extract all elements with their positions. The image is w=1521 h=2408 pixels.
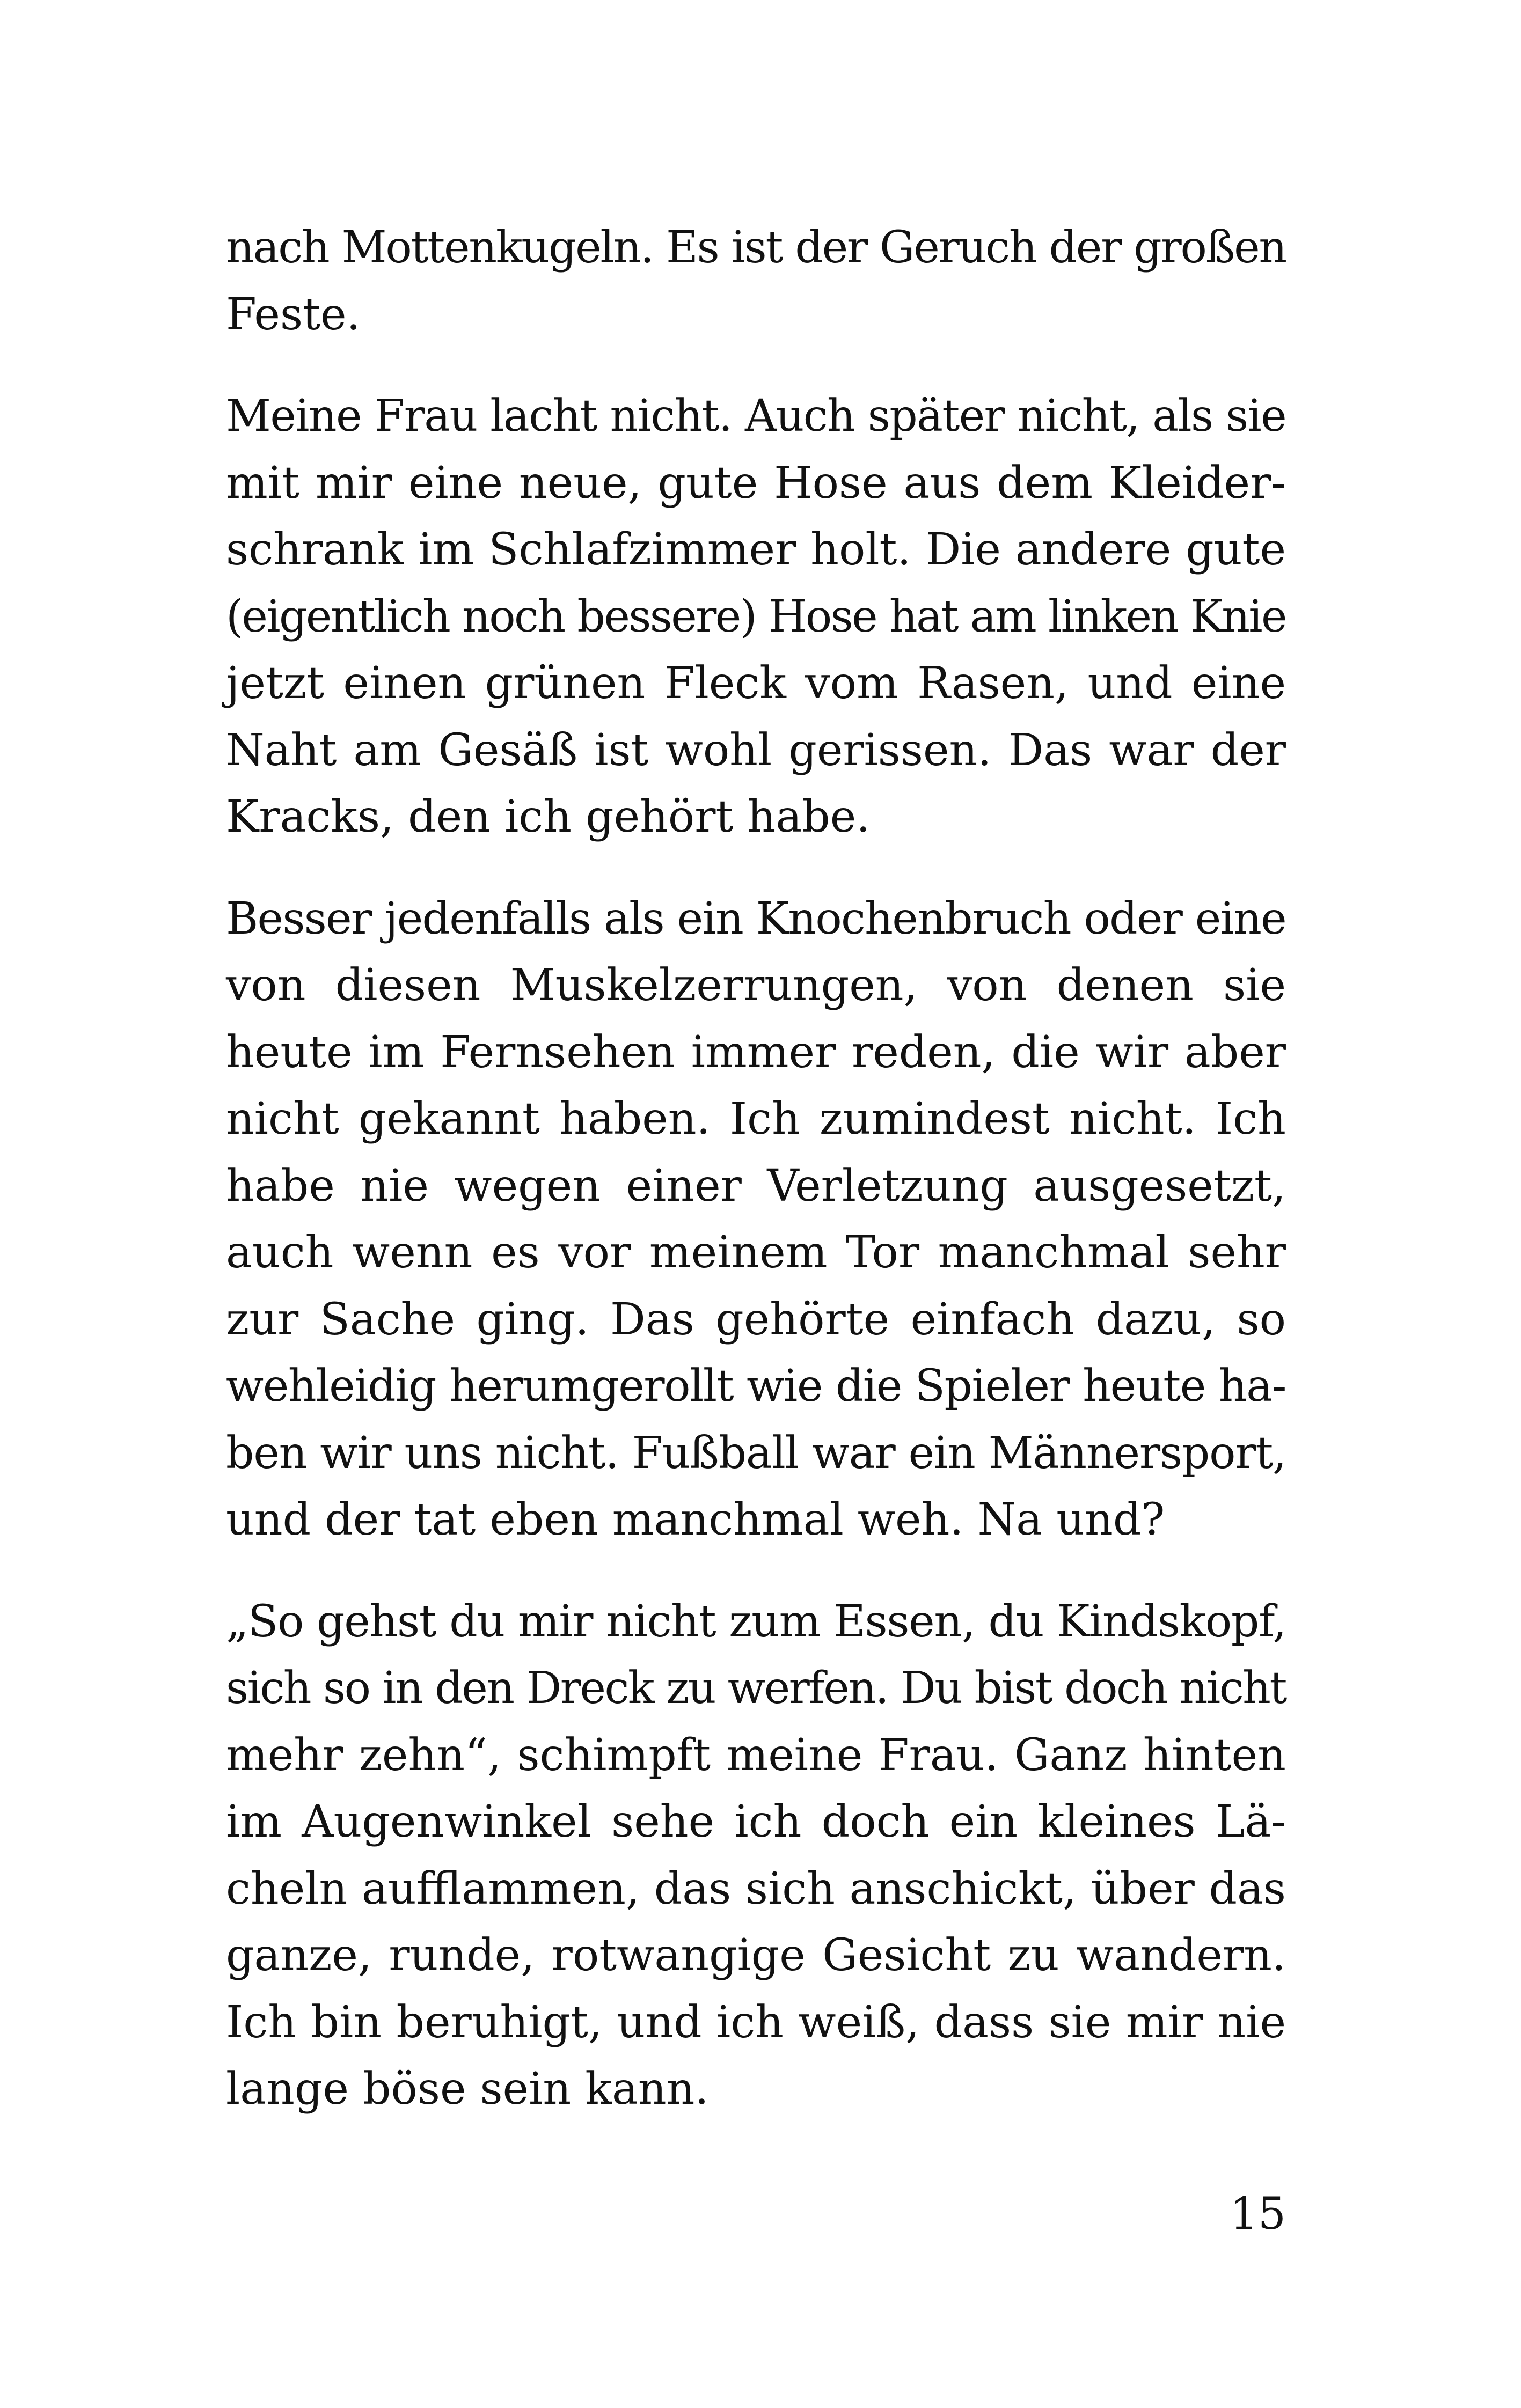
text-line: schrank im Schlafzimmer holt. Die andere gute: [226, 524, 1286, 575]
text-line: sich so in den Dreck zu werfen. Du bist doch nicht: [226, 1663, 1286, 1714]
text-line: nach Mottenkugeln. Es ist der Geruch der großen: [226, 222, 1286, 273]
text-line: „So gehst du mir nicht zum Essen, du Kindskopf,: [226, 1596, 1286, 1647]
text-line: zur Sache ging. Das gehörte einfach dazu, so: [226, 1294, 1286, 1345]
page-number: 15: [1230, 2189, 1286, 2240]
text-line: Besser jedenfalls als ein Knochenbruch oder eine: [226, 893, 1286, 944]
text-line: mit mir eine neue, gute Hose aus dem Kleider-: [226, 457, 1286, 509]
text-line: und der tat eben manchmal weh. Na und?: [226, 1494, 1165, 1545]
paragraph-1: [226, 215, 1286, 348]
paragraph-4: [226, 1589, 1286, 2123]
text-line: Ich bin beruhigt, und ich weiß, dass sie mir nie: [226, 1996, 1286, 2048]
text-line: jetzt einen grünen Fleck vom Rasen, und eine: [226, 658, 1286, 709]
text-line: auch wenn es vor meinem Tor manchmal sehr: [226, 1227, 1286, 1278]
text-line: habe nie wegen einer Verletzung ausgesetzt,: [226, 1160, 1286, 1212]
text-line: heute im Fernsehen immer reden, die wir aber: [226, 1026, 1286, 1078]
text-line: wehleidig herumgerollt wie die Spieler heute ha-: [226, 1361, 1286, 1412]
text-line: mehr zehn“, schimpft meine Frau. Ganz hinten: [226, 1729, 1286, 1781]
text-line: von diesen Muskelzerrungen, von denen sie: [226, 960, 1286, 1011]
text-line: im Augenwinkel sehe ich doch ein kleines Lä-: [226, 1796, 1286, 1847]
paragraph-3: [226, 886, 1286, 1554]
text-line: Feste.: [226, 289, 361, 340]
paragraph-2: [226, 383, 1286, 851]
body-text: [226, 215, 1286, 2123]
text-line: nicht gekannt haben. Ich zumindest nicht. Ich: [226, 1093, 1286, 1144]
text-line: Kracks, den ich gehört habe.: [226, 791, 871, 842]
text-line: Naht am Gesäß ist wohl gerissen. Das war der: [226, 724, 1286, 776]
text-line: lange böse sein kann.: [226, 2064, 709, 2115]
text-line: (eigentlich noch bessere) Hose hat am linken Knie: [226, 591, 1286, 642]
text-line: cheln aufflammen, das sich anschickt, über das: [226, 1863, 1286, 1914]
text-line: Meine Frau lacht nicht. Auch später nicht, als sie: [226, 391, 1286, 442]
text-line: ganze, runde, rotwangige Gesicht zu wandern.: [226, 1930, 1286, 1981]
text-line: ben wir uns nicht. Fußball war ein Männersport,: [226, 1427, 1286, 1479]
